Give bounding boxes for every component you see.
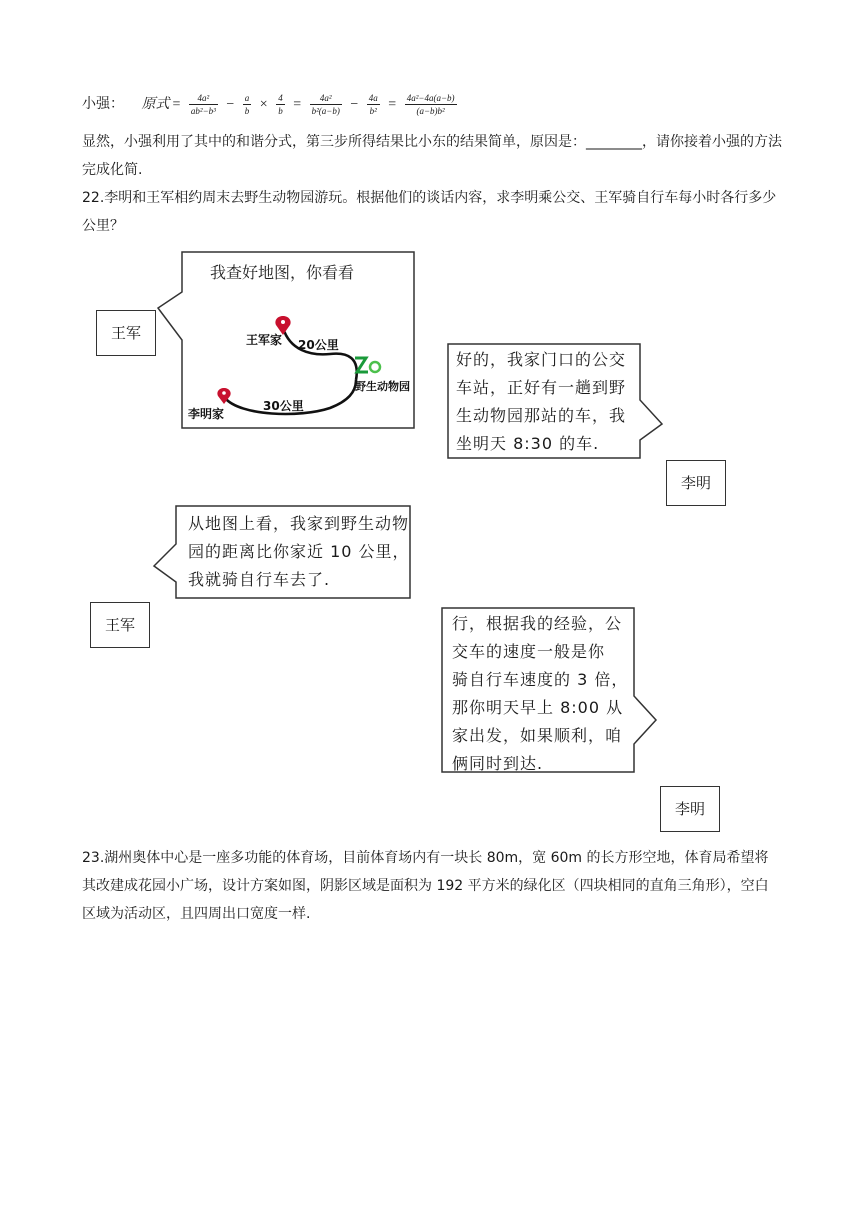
map-bubble-title: 我查好地图，你看看	[210, 263, 355, 282]
name-label: 王军	[110, 324, 141, 342]
name-box-wangjun	[90, 602, 150, 648]
label-dist-20: 20公里	[298, 338, 339, 352]
formula-line: 小强： 原式 = $\frac{\text{4a²}}{\text{ab²−b³}}$ − $\frac{a}{b}$ × $\frac{4}{b}$ = $\frac{\text{4a²}}{\text{b²(a−b)}}$ − $\frac{4a}{\text{b²}}$ = $\frac{\text{4a²−4a(a−b)}}{\text{(a−b)b²}}$	[82, 93, 455, 117]
name-label: 王军	[104, 616, 135, 634]
name-box-wangjun	[96, 310, 156, 356]
fraction-3: $\frac{4}{b}$	[278, 93, 283, 117]
label-zoo: 野生动物园	[355, 380, 410, 393]
question-22: 22.李明和王军相约周末去野生动物园游玩。根据他们的谈话内容，求李明乘公交、王军骑自行车每小时各行多少公里？	[82, 190, 777, 234]
paragraph-explanation: 显然，小强利用了其中的和谐分式，第三步所得结果比小东的结果简单，原因是：________，请你接着小强的方法完成化简.	[82, 134, 782, 178]
fraction-5: $\frac{4a}{\text{b²}}$	[368, 93, 378, 117]
name-label: 李明	[674, 800, 705, 818]
speech-bubble-liming-1: 好的，我家门口的公交 车站，正好有一趟到野 生动物园那站的车，我 坐明天 8:30 的车.	[456, 350, 627, 453]
label-wangjun-home: 王军家	[246, 333, 283, 347]
name-box-liming	[666, 460, 726, 506]
fraction-1: $\frac{\text{4a²}}{\text{ab²−b³}}$	[190, 93, 216, 117]
speaker-label: 小强：	[82, 97, 124, 112]
fraction-4: $\frac{\text{4a²}}{\text{b²(a−b)}}$	[311, 93, 340, 117]
label-liming-home: 李明家	[188, 407, 225, 421]
fraction-2: $\frac{a}{b}$	[244, 93, 250, 117]
question-23: 23.湖州奥体中心是一座多功能的体育场，目前体育场内有一块长 80m，宽 60m 的长方形空地，体育局希望将其改建成花园小广场，设计方案如图，阴影区域是面积为 192 平方米的绿化区（四块相同的直角三角形），空白区域为活动区，且四周出口宽度一样.	[82, 850, 769, 922]
formula-label: 原式	[141, 97, 170, 112]
name-label: 李明	[680, 474, 711, 492]
fraction-6: $\frac{\text{4a²−4a(a−b)}}{\text{(a−b)b²}}$	[406, 93, 455, 117]
label-dist-30: 30公里	[263, 399, 304, 413]
speech-bubble-wangjun-2: 从地图上看，我家到野生动物 园的距离比你家近 10 公里， 我就骑自行车去了.	[188, 514, 410, 589]
name-box-liming	[660, 786, 720, 832]
map-bubble	[150, 248, 422, 432]
speech-bubble-liming-2: 行，根据我的经验，公 交车的速度一般是你 骑自行车速度的 3 倍， 那你明天早上 8:00 从 家出发，如果顺利，咱 俩同时到达.	[452, 614, 629, 773]
